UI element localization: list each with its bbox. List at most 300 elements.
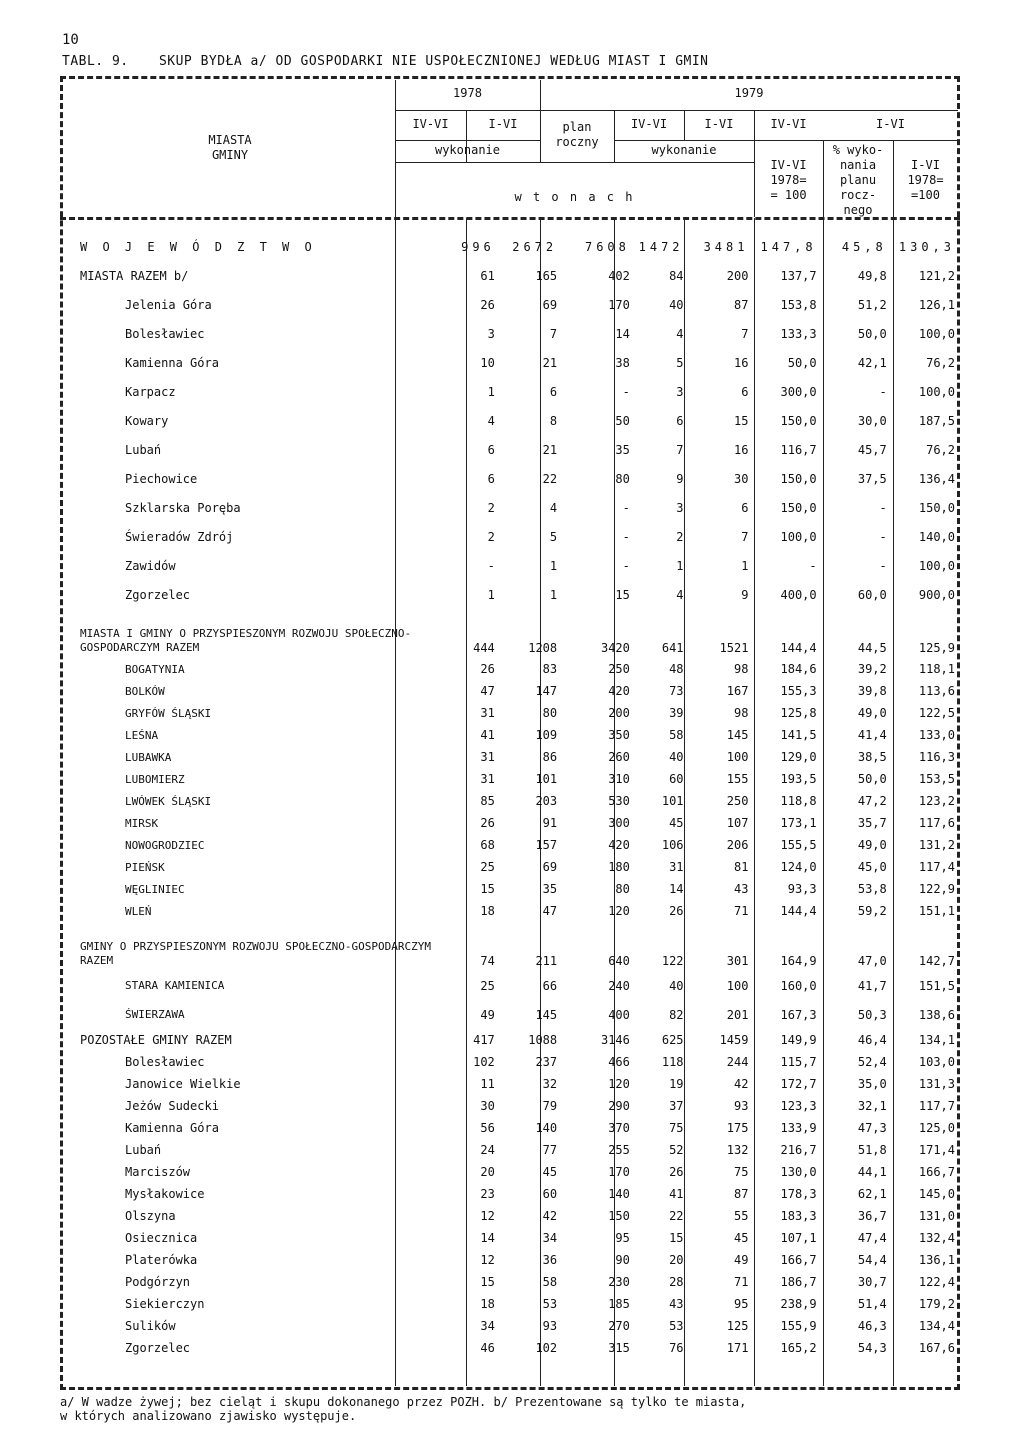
row-label: LEŚNA [125,728,159,742]
table-cell: 157 [535,838,558,852]
table-cell: 402 [608,268,630,283]
table-cell: 290 [608,1099,630,1113]
table-cell: 466 [608,1055,630,1069]
table-cell: 107,1 [780,1231,817,1245]
table-cell: 4 [676,587,684,602]
table-row [70,971,960,1000]
table-cell: 315 [608,1341,630,1355]
table-cell: 1 [676,558,684,573]
row-label: Lubań [125,442,162,457]
table-cell: 71 [734,904,749,918]
row-label: GMINY O PRZYSPIESZONYM ROZWOJU SPOŁECZNO-GOSPODARCZYM RAZEM [80,940,431,967]
table-cell: 206 [726,838,749,852]
row-label: Olszyna [125,1209,176,1223]
table-cell: 90 [615,1253,630,1267]
table-cell: 26 [480,816,495,830]
row-label: Jelenia Góra [125,297,212,312]
table-row [70,680,960,702]
table-cell: 47 [480,684,495,698]
table-cell: 39,2 [857,662,887,676]
table-cell: 150 [608,1209,630,1223]
table-cell: 186,7 [780,1275,817,1289]
table-cell: 15 [615,587,630,602]
table-cell: 1 [549,587,558,602]
table-cell: 22 [542,471,558,486]
table-cell: 58 [542,1275,558,1289]
table-row [70,522,960,551]
stub-header-line: MIASTA [208,133,252,147]
table-cell: 164,9 [780,954,817,968]
year-1978-header: 1978 [453,86,482,100]
table-cell: 35,7 [857,816,887,830]
col-header-idx-iv-vi-top: IV-VI [770,117,807,131]
unit-label: w t o n a c h [514,190,635,204]
table-cell: 9 [676,471,684,486]
table-cell: 140 [535,1121,558,1135]
table-cell: 107 [726,816,749,830]
table-cell: 118,8 [780,794,817,808]
col-header-line: IV-VI [770,158,807,172]
table-cell: 170 [608,1165,630,1179]
table-cell: 61 [480,268,495,283]
table-row [70,878,960,900]
table-cell: 53,8 [857,882,887,896]
table-cell: 30,7 [857,1275,887,1289]
table-cell: 39 [669,706,684,720]
table-cell: 230 [608,1275,630,1289]
table-cell: 14 [615,326,630,341]
table-cell: 8 [549,413,558,428]
row-label: LUBOMIERZ [125,772,185,786]
table-cell: 147 [535,684,558,698]
row-label: Siekierczyn [125,1297,205,1311]
table-cell: 25 [480,860,495,874]
table-row [70,658,960,680]
table-cell: 91 [542,816,558,830]
table-cell: 26 [669,1165,684,1179]
table-cell: 7 [549,326,558,341]
table-cell: 98 [734,662,749,676]
table-cell: 150,0 [780,471,817,486]
year-1979-header: 1979 [734,86,764,100]
table-cell: 21 [542,355,558,370]
table-cell: 5 [549,529,558,544]
footnotes [60,1395,746,1423]
table-cell: 166,7 [780,1253,817,1267]
table-cell: 62,1 [857,1187,887,1201]
table-row [70,746,960,768]
table-cell: 417 [473,1033,495,1047]
col-header-plan-line: roczny [555,135,599,149]
table-cell: 136,1 [918,1253,955,1267]
table-cell: 138,6 [918,1007,955,1022]
table-cell: 53 [542,1297,558,1311]
table-row [70,922,960,971]
table-row [70,319,960,348]
table-row [70,435,960,464]
table-cell: 153,5 [918,772,955,786]
table-cell: 50,3 [857,1007,887,1022]
col-header-line: nego [843,203,873,217]
table-cell: 184,6 [780,662,817,676]
table-row [70,900,960,922]
table-cell: 132 [726,1143,749,1157]
table-cell: 3481 [703,239,749,254]
table-cell: 100,0 [918,384,955,399]
table-cell: 187,5 [918,413,955,428]
table-cell: 49 [480,1007,495,1022]
table-cell: 69 [542,297,558,312]
row-label: MIASTA RAZEM b/ [80,268,189,283]
table-cell: 34 [480,1319,495,1333]
table-cell: 12 [480,1253,495,1267]
table-cell: 28 [669,1275,684,1289]
col-header-1978-iv-vi: IV-VI [412,117,449,131]
table-row [70,856,960,878]
table-cell: 310 [608,772,630,786]
table-cell: 1 [741,558,749,573]
table-cell: 74 [480,954,495,968]
table-cell: 173,1 [780,816,817,830]
table-cell: 80 [615,882,630,896]
table-cell: 7608 [584,239,630,254]
table-cell: - [622,384,630,399]
row-label: Lubań [125,1143,162,1157]
table-cell: 34 [542,1231,558,1245]
table-cell: 76,2 [926,355,955,370]
col-header-1978-i-vi: I-VI [488,117,518,131]
table-cell: 51,4 [857,1297,887,1311]
row-label: WLEŃ [125,904,152,918]
table-cell: 171 [726,1341,749,1355]
table-cell: 167,3 [780,1007,817,1022]
table-cell: 81 [734,860,749,874]
row-label: Jeżów Sudecki [125,1099,219,1113]
table-cell: 42 [542,1209,558,1223]
table-cell: 124,0 [780,860,817,874]
table-cell: 123,3 [780,1099,817,1113]
table-row [70,1249,960,1271]
table-cell: 100,0 [780,529,817,544]
table-cell: - [622,500,630,515]
table-cell: 171,4 [918,1143,955,1157]
table-row [70,724,960,746]
table-cell: 100 [726,978,749,993]
row-label: GRYFÓW ŚLĄSKI [125,706,212,720]
table-cell: 93 [542,1319,558,1333]
table-cell: 6 [676,413,684,428]
table-row [70,834,960,856]
table-cell: 86 [542,750,558,764]
table-cell: 131,3 [918,1077,955,1091]
table-cell: 101 [661,794,684,808]
table-cell: 300 [608,816,630,830]
table-cell: 32,1 [857,1099,887,1113]
header-divider [395,110,958,111]
table-cell: 52 [669,1143,684,1157]
table-cell: 76,2 [926,442,955,457]
table-cell: 270 [608,1319,630,1333]
table-cell: 45 [542,1165,558,1179]
table-cell: 123,2 [918,794,955,808]
table-row [70,1161,960,1183]
table-row [70,1073,960,1095]
col-header-line: planu [839,173,877,187]
table-cell: 150,0 [918,500,955,515]
table-cell: 900,0 [918,587,955,602]
table-cell: 53 [669,1319,684,1333]
table-cell: 1 [487,587,495,602]
table-cell: - [809,558,817,573]
table-cell: 41,7 [857,978,887,993]
table-cell: 3 [487,326,495,341]
table-cell: - [487,558,495,573]
table-cell: 201 [726,1007,749,1022]
table-cell: 71 [734,1275,749,1289]
table-row [70,1227,960,1249]
table-cell: - [622,529,630,544]
table-cell: 300,0 [780,384,817,399]
row-label: Zgorzelec [125,587,191,602]
table-row [70,790,960,812]
table-cell: 122,9 [918,882,955,896]
table-cell: 237 [535,1055,558,1069]
table-cell: 95 [734,1297,749,1311]
table-cell: 6 [741,384,749,399]
table-cell: 47,4 [857,1231,887,1245]
table-cell: 18 [480,1297,495,1311]
table-cell: 2 [487,529,495,544]
col-header-wykonanie-1978: wykonanie [434,143,501,157]
table-row [70,493,960,522]
table-cell: 83 [542,662,558,676]
table-cell: 31 [669,860,684,874]
col-header-line: % wyko- [832,143,884,157]
table-cell: 51,2 [857,297,887,312]
table-cell: 132,4 [918,1231,955,1245]
table-cell: 14 [480,1231,495,1245]
table-cell: 54,3 [857,1341,887,1355]
table-cell: 35 [615,442,630,457]
table-cell: 145 [535,1007,558,1022]
table-cell: 167,6 [918,1341,955,1355]
table-cell: 178,3 [780,1187,817,1201]
row-label: NOWOGRODZIEC [125,838,205,852]
table-cell: 21 [542,442,558,457]
footnote-line: w których analizowano zjawisko występuje. [60,1409,357,1423]
table-cell: 149,9 [780,1033,817,1047]
table-cell: 200 [726,268,749,283]
col-header-line: 1978= [907,173,944,187]
table-cell: - [879,500,887,515]
table-cell: - [879,529,887,544]
table-cell: 45,0 [857,860,887,874]
table-cell: 31 [480,706,495,720]
table-cell: 996 [461,239,495,254]
table-cell: 167 [726,684,749,698]
table-cell: 250 [726,794,749,808]
col-header-plan-line: plan [562,120,592,134]
table-cell: 52,4 [857,1055,887,1069]
table-cell: 4 [549,500,558,515]
table-row [70,580,960,609]
table-cell: 50,0 [857,772,887,786]
table-cell: 640 [608,954,630,968]
table-cell: 155,3 [780,684,817,698]
table-cell: 15 [669,1231,684,1245]
table-cell: 100,0 [918,558,955,573]
table-cell: 79 [542,1099,558,1113]
table-cell: 60 [542,1187,558,1201]
row-label: Marciszów [125,1165,191,1179]
table-cell: 37,5 [857,471,887,486]
table-cell: 15 [734,413,749,428]
table-cell: 47,0 [857,954,887,968]
col-header-wykonanie-1979: wykonanie [651,143,717,157]
table-cell: 3 [676,500,684,515]
table-cell: 26 [480,297,495,312]
table-cell: 216,7 [780,1143,817,1157]
table-cell: 85 [480,794,495,808]
table-cell: 56 [480,1121,495,1135]
table-cell: 238,9 [780,1297,817,1311]
table-cell: 87 [734,297,749,312]
row-label: Janowice Wielkie [125,1077,241,1091]
table-cell: 126,1 [918,297,955,312]
table-cell: 179,2 [918,1297,955,1311]
table-cell: 50 [615,413,630,428]
table-cell: 151,1 [918,904,955,918]
col-header-line: I-VI [911,158,940,172]
table-cell: 131,2 [918,838,955,852]
col-header-idx-i-vi-top: I-VI [876,117,905,131]
table-cell: 30 [480,1099,495,1113]
table-cell: 145 [726,728,749,742]
table-cell: 11 [480,1077,495,1091]
table-cell: 4 [676,326,684,341]
table-cell: 40 [669,297,684,312]
table-cell: 240 [608,978,630,993]
col-header-line: =100 [911,188,940,202]
table-cell: 54,4 [857,1253,887,1267]
table-cell: 6 [487,442,495,457]
table-cell: 68 [480,838,495,852]
table-cell: 58 [669,728,684,742]
table-cell: 50,0 [787,355,817,370]
table-cell: 43 [669,1297,684,1311]
row-label: WĘGLINIEC [125,882,185,896]
table-cell: 7 [676,442,684,457]
table-row [70,1139,960,1161]
table-cell: 125,0 [918,1121,955,1135]
table-cell: 144,4 [780,904,817,918]
row-label: Karpacz [125,384,176,399]
table-cell: 444 [473,641,495,655]
table-cell: 35,0 [857,1077,887,1091]
table-cell: 42,1 [857,355,887,370]
table-cell: 38 [615,355,630,370]
col-header-line: 1978= [770,173,807,187]
table-cell: 24 [480,1143,495,1157]
table-cell: 6 [487,471,495,486]
table-cell: 6 [549,384,558,399]
table-cell: 44,5 [857,641,887,655]
table-cell: 48 [669,662,684,676]
table-cell: 125,8 [780,706,817,720]
table-cell: 50,0 [857,326,887,341]
table-cell: 9 [741,587,749,602]
row-label: LUBAWKA [125,750,172,764]
table-cell: 46,3 [857,1319,887,1333]
table-cell: 200 [608,706,630,720]
table-cell: 118 [661,1055,684,1069]
row-label: Świeradów Zdrój [125,529,234,544]
page-number: 10 [62,32,79,48]
table-cell: 60 [669,772,684,786]
table-row [70,377,960,406]
row-label: Osiecznica [125,1231,198,1245]
table-cell: 109 [535,728,558,742]
table-cell: 155,5 [780,838,817,852]
table-cell: 370 [608,1121,630,1135]
table-cell: 117,6 [918,816,955,830]
table-cell: - [879,384,887,399]
table-cell: 49,8 [857,268,887,283]
table-cell: 136,4 [918,471,955,486]
table-cell: 80 [542,706,558,720]
table-cell: 147,8 [760,239,817,254]
table-cell: 73 [669,684,684,698]
table-cell: 103,0 [918,1055,955,1069]
table-cell: 46 [480,1341,495,1355]
table-cell: 185 [608,1297,630,1311]
table-cell: 2672 [512,239,558,254]
table-cell: 15 [480,1275,495,1289]
table-cell: 36 [542,1253,558,1267]
table-cell: 47 [542,904,558,918]
table-cell: 43 [734,882,749,896]
table-cell: 45 [734,1231,749,1245]
col-header-line: nania [839,158,877,172]
data-table [70,232,960,1359]
table-cell: 93,3 [787,882,817,896]
row-label: Piechowice [125,471,198,486]
table-cell: 45,8 [841,239,887,254]
table-cell: 3 [676,384,684,399]
table-cell: 400,0 [780,587,817,602]
table-cell: 129,0 [780,750,817,764]
table-cell: 76 [669,1341,684,1355]
table-cell: 641 [661,641,684,655]
table-row [70,348,960,377]
table-cell: 121,2 [918,268,955,283]
table-cell: 625 [661,1033,684,1047]
table-cell: 137,7 [780,268,817,283]
table-cell: 165 [535,268,558,283]
table-cell: 23 [480,1187,495,1201]
table-cell: 45 [669,816,684,830]
table-cell: 115,7 [780,1055,817,1069]
table-cell: 46,4 [857,1033,887,1047]
table-cell: 160,0 [780,978,817,993]
table-row [70,406,960,435]
table-cell: 172,7 [780,1077,817,1091]
table-cell: 2 [487,500,495,515]
table-cell: 133,0 [918,728,955,742]
table-cell: - [879,558,887,573]
table-cell: 100 [726,750,749,764]
table-row [70,1271,960,1293]
